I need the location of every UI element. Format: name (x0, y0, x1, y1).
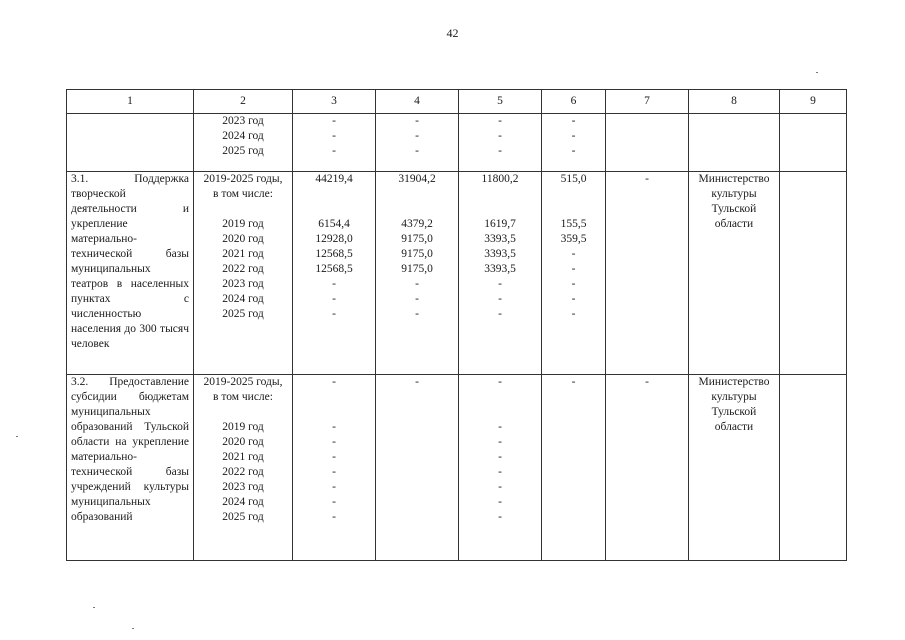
executor-line: Тульской (711, 203, 757, 215)
value: - (571, 293, 576, 305)
value: 9175,0 (401, 233, 433, 245)
header-row (67, 90, 847, 114)
year-label: 2025 год (222, 308, 264, 320)
header-col-4: 4 (376, 90, 459, 114)
value: - (332, 308, 336, 320)
col7-cell (606, 375, 689, 561)
header-col-1: 1 (67, 90, 194, 114)
responsible-executor (689, 172, 780, 375)
value: - (571, 115, 576, 127)
value: - (571, 263, 576, 275)
year-label: 2019 год (222, 421, 264, 433)
value: 9175,0 (401, 263, 433, 275)
executor-line: культуры (711, 391, 757, 403)
years-cell (194, 375, 293, 561)
year-label: 2024 год (222, 496, 264, 508)
value: - (645, 376, 649, 388)
header-col-6: 6 (542, 90, 606, 114)
value: - (332, 293, 336, 305)
year-label: 2022 год (222, 466, 264, 478)
year-label: 2020 год (222, 436, 264, 448)
value: 1619,7 (484, 218, 516, 230)
col3-cell (293, 172, 376, 375)
col6-cell (542, 375, 606, 561)
value: - (498, 293, 502, 305)
total-value: - (498, 376, 502, 388)
col6-cell (542, 172, 606, 375)
value: 155,5 (560, 218, 587, 230)
header-col-7: 7 (606, 90, 689, 114)
value: - (571, 308, 576, 320)
years-cell (194, 114, 293, 172)
value: - (498, 466, 502, 478)
total-value: - (332, 376, 336, 388)
year-label: 2023 год (222, 481, 264, 493)
col3-cell (293, 114, 376, 172)
scan-speck (132, 628, 134, 629)
value: - (332, 451, 336, 463)
year-label: 2022 год (222, 263, 264, 275)
program-table (66, 89, 847, 561)
value: - (415, 145, 419, 157)
total-value: - (571, 376, 576, 388)
value: 359,5 (560, 233, 587, 245)
period-sublabel: в том числе: (213, 188, 273, 200)
value: 3393,5 (484, 248, 516, 260)
value: - (332, 278, 336, 290)
year-label: 2019 год (222, 218, 264, 230)
executor-line: области (714, 218, 754, 230)
period-sublabel: в том числе: (213, 391, 273, 403)
year-label: 2024 год (222, 130, 264, 142)
year-label: 2021 год (222, 451, 264, 463)
executor-line: области (714, 421, 754, 433)
scan-speck (16, 436, 18, 437)
total-value: 515,0 (560, 173, 587, 185)
total-value: 31904,2 (398, 173, 436, 185)
value: - (415, 115, 419, 127)
scan-speck (93, 607, 95, 608)
col5-cell (459, 375, 542, 561)
executor-line: Министерство (698, 376, 770, 388)
col9-cell (780, 375, 847, 561)
header-col-5: 5 (459, 90, 542, 114)
col9-cell (780, 172, 847, 375)
col3-cell (293, 375, 376, 561)
col4-cell (376, 114, 459, 172)
executor-line: культуры (711, 188, 757, 200)
executor-line: Тульской (711, 406, 757, 418)
year-label: 2024 год (222, 293, 264, 305)
value: - (498, 496, 502, 508)
value: - (645, 173, 649, 185)
col8-cell (689, 114, 780, 172)
value: - (415, 293, 419, 305)
value: - (498, 130, 502, 142)
value: - (332, 466, 336, 478)
value: - (498, 436, 502, 448)
value: - (571, 130, 576, 142)
executor-line: Министерство (698, 173, 770, 185)
value: - (332, 481, 336, 493)
years-cell (194, 172, 293, 375)
value: 6154,4 (318, 218, 350, 230)
value: 12568,5 (315, 248, 353, 260)
period-label: 2019-2025 годы, (203, 173, 283, 185)
value: 3393,5 (484, 263, 516, 275)
header-col-2: 2 (194, 90, 293, 114)
col4-cell (376, 375, 459, 561)
col5-cell (459, 172, 542, 375)
value: - (498, 451, 502, 463)
value: 12568,5 (315, 263, 353, 275)
value: 12928,0 (315, 233, 353, 245)
page-number: 42 (446, 26, 459, 40)
value: - (332, 145, 336, 157)
col6-cell (542, 114, 606, 172)
scan-speck (816, 72, 818, 73)
value: - (498, 481, 502, 493)
value: - (415, 308, 419, 320)
value: - (571, 278, 576, 290)
year-label: 2025 год (222, 145, 264, 157)
year-label: 2021 год (222, 248, 264, 260)
year-label: 2020 год (222, 233, 264, 245)
value: - (498, 308, 502, 320)
col5-cell (459, 114, 542, 172)
value: - (332, 436, 336, 448)
col7-cell (606, 172, 689, 375)
value: - (498, 421, 502, 433)
value: - (332, 421, 336, 433)
table-row (67, 172, 847, 375)
value: - (415, 278, 419, 290)
value: - (332, 130, 336, 142)
activity-name: 3.2. Предоставление субсидии бюджетам муниципальных образований Тульской области на укрепление материально-технической базы учреждений культуры муниципальных образований (67, 375, 194, 561)
value: 4379,2 (401, 218, 433, 230)
header-col-3: 3 (293, 90, 376, 114)
responsible-executor (689, 375, 780, 561)
value: - (332, 496, 336, 508)
value: - (415, 130, 419, 142)
activity-name: 3.1. Поддержка творческой деятельности и укрепление материально-технической базы муниципальных театров в населенных пунктах с численностью населения до 300 тысяч человек (67, 172, 194, 375)
col4-cell (376, 172, 459, 375)
total-value: - (415, 376, 419, 388)
table-row (67, 114, 847, 172)
value: - (498, 511, 502, 523)
value: 9175,0 (401, 248, 433, 260)
year-label: 2023 год (222, 278, 264, 290)
value: - (571, 248, 576, 260)
period-label: 2019-2025 годы, (203, 376, 283, 388)
name-cell (67, 114, 194, 172)
value: - (498, 145, 502, 157)
value: - (571, 145, 576, 157)
header-col-8: 8 (689, 90, 780, 114)
year-label: 2025 год (222, 511, 264, 523)
total-value: 44219,4 (315, 173, 353, 185)
value: - (332, 115, 336, 127)
value: 3393,5 (484, 233, 516, 245)
value: - (498, 115, 502, 127)
col9-cell (780, 114, 847, 172)
year-label: 2023 год (222, 115, 264, 127)
value: - (332, 511, 336, 523)
value: - (498, 278, 502, 290)
header-col-9: 9 (780, 90, 847, 114)
total-value: 11800,2 (481, 173, 519, 185)
table-row (67, 375, 847, 561)
col7-cell (606, 114, 689, 172)
